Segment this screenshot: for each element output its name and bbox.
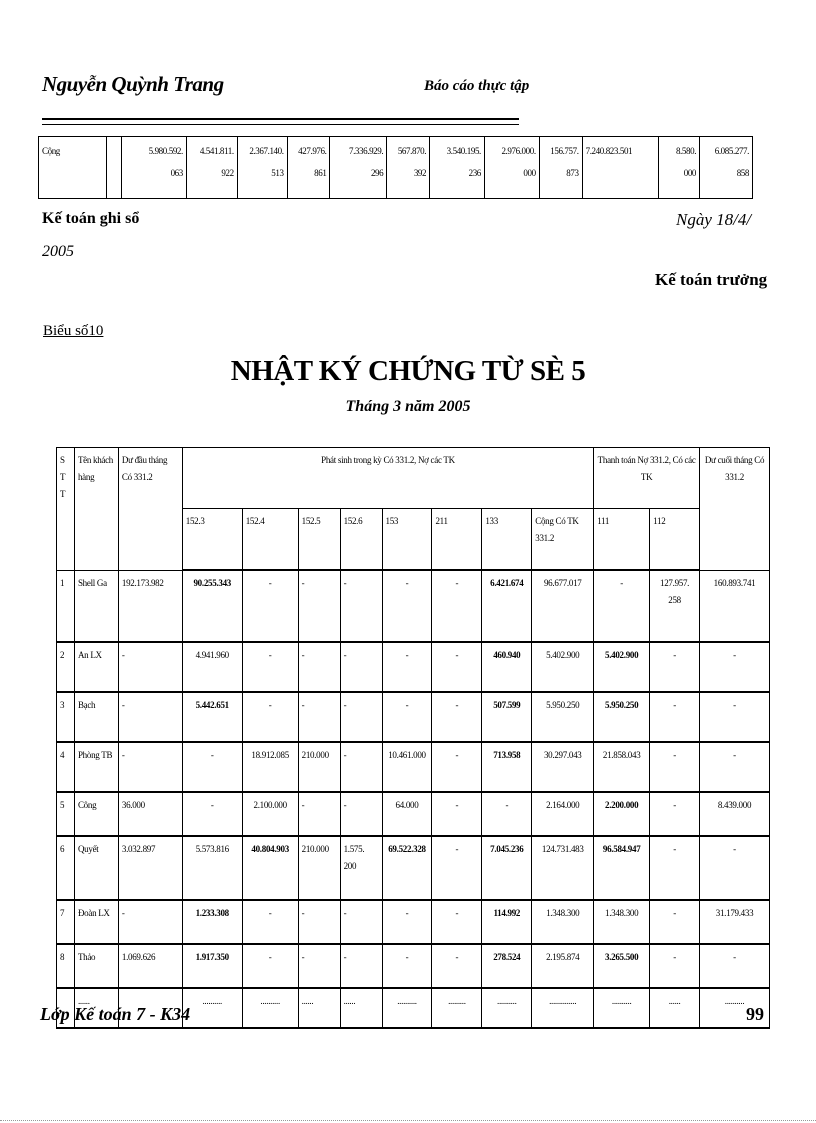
cell-open: -: [118, 642, 182, 692]
cell-p2: -: [650, 792, 700, 836]
cell-c7: 507.599: [482, 692, 532, 742]
author-name: Nguyễn Quỳnh Trang: [42, 72, 224, 96]
cell-c5: 69.522.328: [382, 836, 432, 900]
cell-close: 160.893.741: [700, 570, 770, 642]
cell-total: 2.195.874: [532, 944, 594, 988]
cell-c6: .........: [432, 988, 482, 1028]
cell-c7: ..........: [482, 988, 532, 1028]
cell-c3: 210.000: [298, 836, 340, 900]
cell-c7: -: [482, 792, 532, 836]
cell-c1: 1.233.308: [182, 900, 242, 944]
cell-c6: -: [432, 900, 482, 944]
cell-p1: 5.950.250: [594, 692, 650, 742]
cell-c4: -: [340, 742, 382, 792]
cell-c7: 114.992: [482, 900, 532, 944]
cell-c2: 40.804.903: [242, 836, 298, 900]
total-value: 2.367.140. 513: [237, 137, 287, 199]
cell-name: Thảo: [74, 944, 118, 988]
recorder-signature: Kế toán ghi sổ: [42, 210, 140, 227]
total-value: 7.336.929. 296: [330, 137, 387, 199]
cell-p1: 3.265.500: [594, 944, 650, 988]
cell-c3: -: [298, 642, 340, 692]
cell-c2: 2.100.000: [242, 792, 298, 836]
cell-c7: 278.524: [482, 944, 532, 988]
header-rule: [42, 118, 519, 120]
cell-close: 8.439.000: [700, 792, 770, 836]
cell-p1: -: [594, 570, 650, 642]
cell-close: -: [700, 836, 770, 900]
cell-c6: -: [432, 692, 482, 742]
cell-stt: 4: [57, 742, 75, 792]
total-value: 2.976.000. 000: [484, 137, 539, 199]
cell-name: Công: [74, 792, 118, 836]
cell-total: 5.950.250: [532, 692, 594, 742]
form-number: Biểu số10: [43, 323, 104, 339]
cell-total: 2.164.000: [532, 792, 594, 836]
cell-total: 96.677.017: [532, 570, 594, 642]
cell-c4: ......: [340, 988, 382, 1028]
cell-total: 124.731.483: [532, 836, 594, 900]
total-value: 3.540.195. 236: [430, 137, 485, 199]
cell-close: -: [700, 944, 770, 988]
carryover-total-table: [38, 136, 753, 199]
sub-header-cell: 211: [432, 509, 482, 571]
cell-total: 1.348.300: [532, 900, 594, 944]
cell-c3: ......: [298, 988, 340, 1028]
cell-p1: 2.200.000: [594, 792, 650, 836]
cell-total: ..............: [532, 988, 594, 1028]
cell-name: Shell Ga: [74, 570, 118, 642]
col-name-header: Tên khách hàng: [74, 448, 118, 571]
total-value: 6.085.277. 858: [700, 137, 753, 199]
cell-c6: -: [432, 836, 482, 900]
col-payment-header: Thanh toán Nợ 331.2, Có các TK: [594, 448, 700, 509]
cell-p1: 5.402.900: [594, 642, 650, 692]
cell-c3: -: [298, 792, 340, 836]
cell-c4: -: [340, 900, 382, 944]
sub-header-cell: Cộng Có TK 331.2: [532, 509, 594, 571]
cell-c1: 4.941.960: [182, 642, 242, 692]
sub-header-cell: 111: [594, 509, 650, 571]
sub-header-cell: 153: [382, 509, 432, 571]
cell-c5: -: [382, 944, 432, 988]
cell-c2: ..........: [242, 988, 298, 1028]
table-row: [57, 642, 770, 692]
total-value: 7.240.823.501: [582, 137, 659, 199]
document-title: NHẬT KÝ CHỨNG TỪ SÈ 5: [230, 355, 586, 387]
cell-c4: -: [340, 944, 382, 988]
sub-header-cell: 152.4: [242, 509, 298, 571]
cell-c1: 1.917.350: [182, 944, 242, 988]
cell-c1: 5.442.651: [182, 692, 242, 742]
cell-open: -: [118, 742, 182, 792]
cell-c1: 5.573.816: [182, 836, 242, 900]
cell-p1: 1.348.300: [594, 900, 650, 944]
cell-total: 30.297.043: [532, 742, 594, 792]
cell-stt: 7: [57, 900, 75, 944]
footer-rule: [0, 1120, 816, 1121]
cell-stt: 8: [57, 944, 75, 988]
col-arising-header: Phát sinh trong kỳ Có 331.2, Nợ các TK: [182, 448, 593, 509]
cell-total: 5.402.900: [532, 642, 594, 692]
cell-c1: ..........: [182, 988, 242, 1028]
cell-p2: -: [650, 900, 700, 944]
report-label: Báo cáo thực tập: [424, 78, 530, 94]
cell-c2: -: [242, 692, 298, 742]
cell-close: -: [700, 742, 770, 792]
total-row: [39, 137, 753, 199]
cell-c3: -: [298, 900, 340, 944]
table-row: [57, 570, 770, 642]
total-value: 156.757. 873: [539, 137, 582, 199]
cell-c3: 210.000: [298, 742, 340, 792]
cell-c3: -: [298, 692, 340, 742]
cell-name: Đoàn LX: [74, 900, 118, 944]
cell-stt: 1: [57, 570, 75, 642]
cell-stt: 6: [57, 836, 75, 900]
table-row: [57, 692, 770, 742]
cell-name: An LX: [74, 642, 118, 692]
cell-c1: -: [182, 742, 242, 792]
cell-open: 3.032.897: [118, 836, 182, 900]
cell-c7: 6.421.674: [482, 570, 532, 642]
cell-c5: 10.461.000: [382, 742, 432, 792]
cell-p2: -: [650, 944, 700, 988]
cell-c2: -: [242, 944, 298, 988]
cell-p1: 21.858.043: [594, 742, 650, 792]
sub-header-cell: 152.3: [182, 509, 242, 571]
cell-stt: 5: [57, 792, 75, 836]
table-body: [57, 570, 770, 1028]
cell-c4: 1.575. 200: [340, 836, 382, 900]
cell-c5: -: [382, 642, 432, 692]
cell-close: -: [700, 642, 770, 692]
document-subtitle: Tháng 3 năm 2005: [345, 398, 471, 415]
cell-p1: 96.584.947: [594, 836, 650, 900]
cell-p2: ......: [650, 988, 700, 1028]
cell-c2: -: [242, 900, 298, 944]
cell-p2: 127.957. 258: [650, 570, 700, 642]
cell-p1: ..........: [594, 988, 650, 1028]
cell-close: 31.179.433: [700, 900, 770, 944]
cell-name: Phòng TB: [74, 742, 118, 792]
sub-header-cell: 152.5: [298, 509, 340, 571]
cell-c7: 7.045.236: [482, 836, 532, 900]
table-row: [57, 742, 770, 792]
cell-name: Quyết: [74, 836, 118, 900]
table-row: [57, 792, 770, 836]
cell-c4: -: [340, 792, 382, 836]
total-value: 427.976. 861: [287, 137, 330, 199]
cell-p2: -: [650, 836, 700, 900]
cell-c1: 90.255.343: [182, 570, 242, 642]
cell-p2: -: [650, 742, 700, 792]
footer-class: Lớp Kế toán 7 - K34: [40, 1004, 191, 1024]
col-stt-header: S T T: [57, 448, 75, 571]
cell-c6: -: [432, 742, 482, 792]
total-value: 567.870. 392: [387, 137, 430, 199]
sub-header-cell: 152.6: [340, 509, 382, 571]
cell-c6: -: [432, 570, 482, 642]
cell-p2: -: [650, 692, 700, 742]
cell-c5: -: [382, 900, 432, 944]
cell-c5: -: [382, 570, 432, 642]
total-value: 4.541.811. 922: [186, 137, 237, 199]
col-opening-header: Dư đầu tháng Có 331.2: [118, 448, 182, 571]
cell-stt: 2: [57, 642, 75, 692]
cell-c7: 713.958: [482, 742, 532, 792]
chief-accountant-signature: Kế toán trưởng: [655, 270, 768, 289]
cell-c5: 64.000: [382, 792, 432, 836]
cell-c7: 460.940: [482, 642, 532, 692]
cell-close: -: [700, 692, 770, 742]
sub-header-cell: 112: [650, 509, 700, 571]
cell-c2: -: [242, 642, 298, 692]
cell-c6: -: [432, 792, 482, 836]
cell-c3: -: [298, 944, 340, 988]
journal-table: [56, 447, 770, 1029]
cell-c5: ..........: [382, 988, 432, 1028]
cell-c4: -: [340, 692, 382, 742]
cell-close: ..........: [700, 988, 770, 1028]
cell-c2: 18.912.085: [242, 742, 298, 792]
empty-cell: [107, 137, 122, 199]
sub-header-cell: 133: [482, 509, 532, 571]
cell-c1: -: [182, 792, 242, 836]
table-row: [57, 836, 770, 900]
page-number: 99: [746, 1004, 764, 1024]
header-row: [57, 448, 770, 509]
header-rule-thin: [42, 124, 519, 125]
cell-c2: -: [242, 570, 298, 642]
total-value: 8.580. 000: [659, 137, 700, 199]
cell-stt: 3: [57, 692, 75, 742]
cell-name: ......: [74, 988, 118, 1028]
table-row: [57, 944, 770, 988]
cell-open: 36.000: [118, 792, 182, 836]
cell-open: -: [118, 692, 182, 742]
cell-open: 192.173.982: [118, 570, 182, 642]
cell-open: -: [118, 900, 182, 944]
cell-p2: -: [650, 642, 700, 692]
total-value: 5.980.592. 063: [122, 137, 187, 199]
report-date-year: 2005: [42, 243, 74, 260]
cell-c4: -: [340, 642, 382, 692]
cell-open: 1.069.626: [118, 944, 182, 988]
cell-c4: -: [340, 570, 382, 642]
cell-c6: -: [432, 642, 482, 692]
table-row: [57, 900, 770, 944]
cell-name: Bạch: [74, 692, 118, 742]
cell-c6: -: [432, 944, 482, 988]
cell-c5: -: [382, 692, 432, 742]
report-date: Ngày 18/4/: [676, 210, 752, 229]
total-label: Cộng: [39, 137, 107, 199]
cell-c3: -: [298, 570, 340, 642]
col-closing-header: Dư cuối tháng Có 331.2: [700, 448, 770, 571]
